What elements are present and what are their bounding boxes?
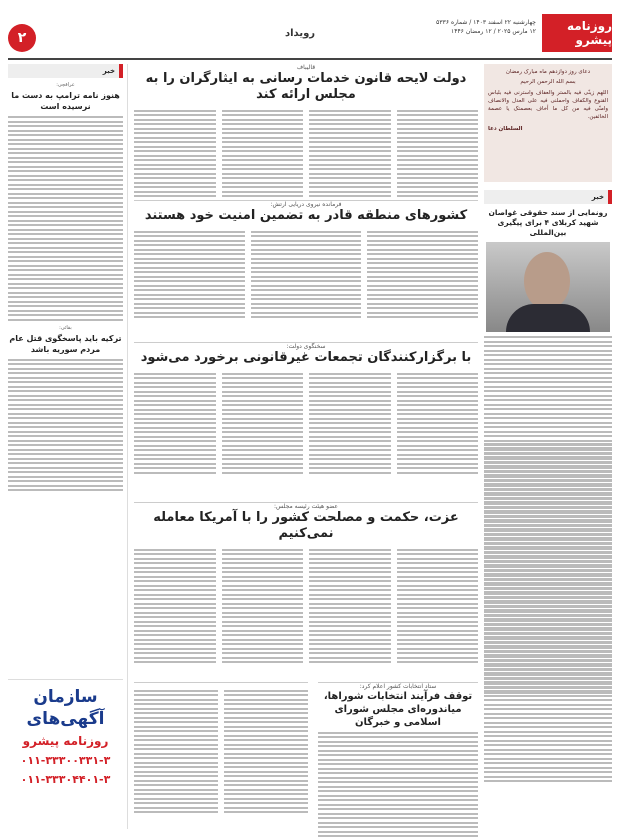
- issue-info: [436, 18, 536, 36]
- profile-headline: رونمایی از سند حقوقی غواصان شهید کربلای ۴ برای پیگیری بین‌المللی: [488, 208, 608, 237]
- story-parliament: [134, 502, 478, 672]
- prayer-basmala: بسم الله الرحمن الرحیم: [520, 79, 576, 85]
- side-column: [8, 64, 128, 829]
- story-govt: [134, 342, 478, 492]
- story-elections-kicker: ستاد انتخابات کشور اعلام کرد:: [359, 683, 437, 690]
- story-main-kicker: قالیباف: [296, 64, 316, 71]
- header-rule: [8, 58, 612, 60]
- prayer-title: دعای روز دوازدهم ماه مبارک رمضان: [505, 69, 591, 75]
- story-govt-kicker: سخنگوی دولت:: [286, 343, 326, 350]
- section-title: رویداد: [285, 28, 316, 39]
- side-news-label: خبر: [102, 67, 115, 75]
- page-header: [0, 0, 620, 62]
- story-elections-text: [318, 732, 478, 837]
- lower-area: [134, 64, 478, 829]
- profile-news-label: خبر: [591, 193, 604, 201]
- side-item2-kicker: بقائی:: [59, 324, 72, 331]
- story-elections: [318, 682, 478, 837]
- prayer-box: [484, 64, 612, 182]
- prayer-body: اللهم زینّی فیه بالستر والعفاف واسترنی فیه بلباس القنوع والکفاف واحملنی فیه علی العدل والانصاف وامنّی فیه من کل ما أخاف بعصمتک یا عصمة الخائفین.: [488, 90, 608, 120]
- side-item2-headline: ترکیه باید پاسخگوی قتل عام مردم سوریه باشد: [9, 333, 122, 354]
- portrait-photo: [486, 242, 610, 332]
- story-parliament-body: [134, 546, 478, 666]
- story-parliament-kicker: عضو هیئت رئیسه مجلس:: [274, 503, 338, 510]
- issue-date: چهارشنبه ۲۲ اسفند ۱۴۰۳ / شماره ۵۳۳۶: [436, 19, 536, 26]
- story-navy-kicker: فرمانده نیروی دریایی ارتش:: [270, 201, 342, 208]
- story-navy-headline: کشورهای منطقه قادر به تضمین امنیت خود هستند: [144, 208, 468, 223]
- story-main-headline: دولت لایحه قانون خدمات رسانی به ایثارگران را به مجلس ارائه کند: [145, 71, 467, 102]
- side-item1-kicker: عراقچی:: [56, 82, 75, 88]
- story-parliament-headline: عزت، حکمت و مصلحت کشور را با آمریکا معامله نمی‌کنیم: [153, 510, 459, 541]
- newspaper-logo: روزنامه پیشرو: [542, 14, 612, 52]
- story-bottom-left-body: [134, 687, 308, 816]
- ad-box: [8, 679, 123, 829]
- side-item1-text: [8, 116, 123, 321]
- side-item2-text: [8, 359, 123, 492]
- ad-title: سازمان آگهی‌های: [26, 687, 105, 729]
- story-elections-headline: توقف فرآیند انتخابات شوراها، میاندوره‌ای مجلس شورای اسلامی و خبرگان: [323, 691, 473, 728]
- issue-date-alt: ۱۲ مارس ۲۰۲۵ / ۱۲ رمضان ۱۴۴۶: [451, 28, 536, 35]
- story-bottom-left: [134, 682, 308, 816]
- right-column-text: [484, 440, 612, 829]
- prayer-sign: السلطان دعا: [488, 126, 523, 132]
- ad-subtitle: روزنامه پیشرو: [22, 734, 109, 748]
- side-news-bar: [8, 64, 123, 78]
- story-govt-headline: با برگزارکنندگان تجمعات غیرقانونی برخورد می‌شود: [140, 350, 472, 365]
- ad-phone-2: ۰۱۱-۳۳۳۰۴۴۰۱-۳: [20, 773, 111, 786]
- story-govt-body: [134, 370, 478, 476]
- page-number: ۲: [8, 24, 36, 52]
- ad-phone-1: ۰۱۱-۳۳۳۰۰۳۳۱-۳: [20, 754, 111, 767]
- profile-news-bar: [484, 190, 612, 204]
- side-item1-headline: هنوز نامه ترامپ به دست ما نرسیده است: [11, 91, 120, 111]
